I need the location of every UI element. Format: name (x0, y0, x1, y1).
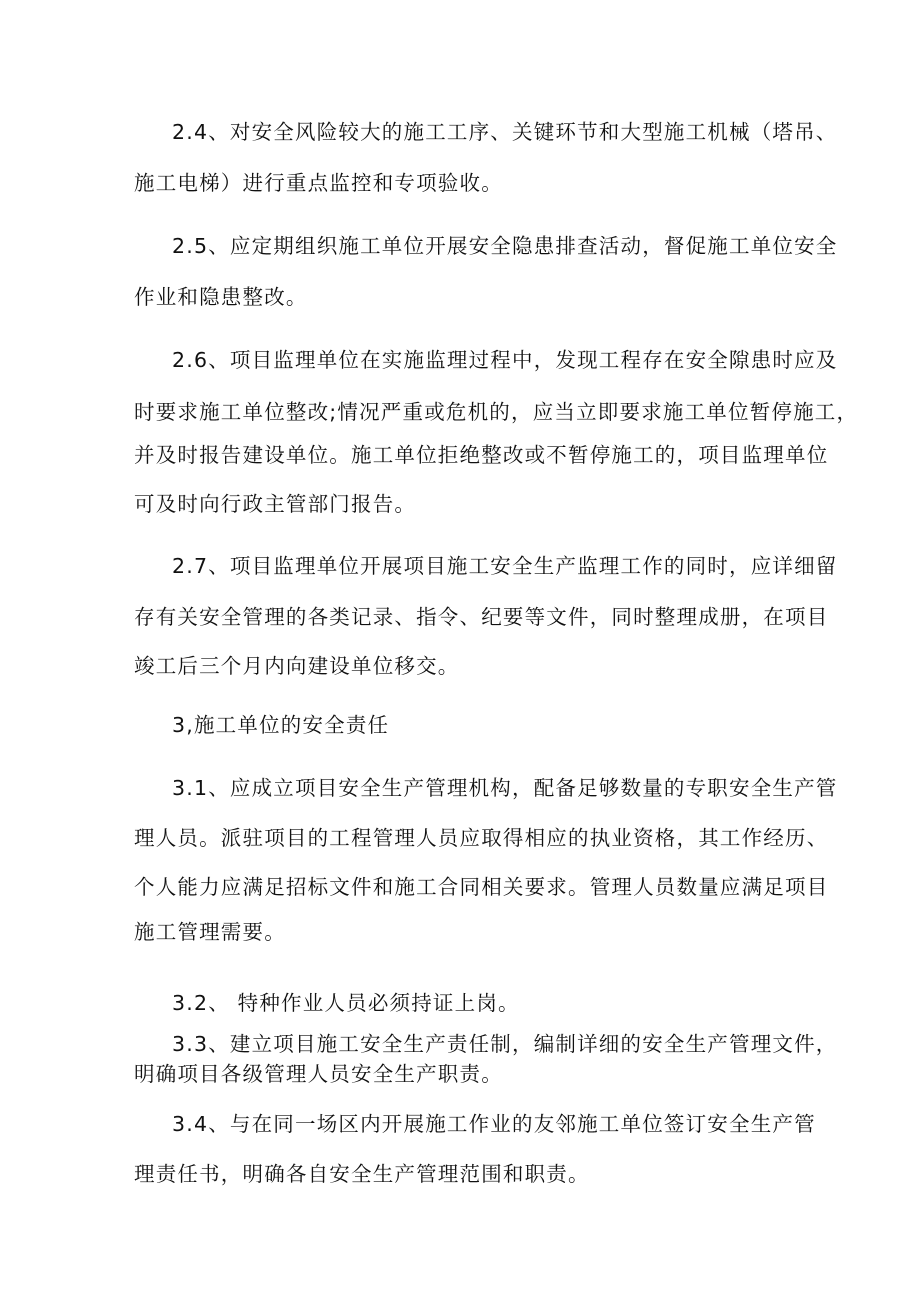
paragraph-2-6-line-4: 可及时向行政主管部门报告。 (134, 492, 417, 516)
paragraph-2-5-line-1: 2.5、应定期组织施工单位开展安全隐患排查活动，督促施工单位安全 (172, 234, 838, 258)
paragraph-3-1-line-4: 施工管理需要。 (134, 920, 286, 944)
paragraph-3-3-line-1: 3.3、建立项目施工安全生产责任制，编制详细的安全生产管理文件， (172, 1032, 838, 1056)
paragraph-2-7-line-1: 2.7、项目监理单位开展项目施工安全生产监理工作的同时，应详细留 (172, 554, 838, 578)
paragraph-2-5-line-2: 作业和隐患整改。 (134, 285, 308, 309)
paragraph-2-6-line-2: 时要求施工单位整改;情况严重或危机的，应当立即要求施工单位暂停施工， (134, 400, 859, 424)
paragraph-3-2: 3.2、 特种作业人员必须持证上岗。 (172, 991, 520, 1015)
paragraph-3-3-line-2: 明确项目各级管理人员安全生产职责。 (134, 1062, 503, 1086)
paragraph-2-7-line-2: 存有关安全管理的各类记录、指令、纪要等文件，同时整理成册，在项目 (134, 605, 829, 629)
paragraph-3-4-line-2: 理责任书，明确各自安全生产管理范围和职责。 (134, 1162, 590, 1186)
paragraph-2-7-line-3: 竣工后三个月内向建设单位移交。 (134, 654, 460, 678)
paragraph-3-1-line-2: 理人员。派驻项目的工程管理人员应取得相应的执业资格，其工作经历、 (134, 826, 829, 850)
paragraph-2-6-line-1: 2.6、项目监理单位在实施监理过程中，发现工程存在安全隙患时应及 (172, 348, 838, 372)
section-3-heading: 3,施工单位的安全责任 (172, 713, 390, 737)
paragraph-3-1-line-3: 个人能力应满足招标文件和施工合同相关要求。管理人员数量应满足项目 (134, 875, 829, 899)
paragraph-3-4-line-1: 3.4、与在同一场区内开展施工作业的友邻施工单位签订安全生产管 (172, 1112, 816, 1136)
paragraph-2-4-line-2: 施工电梯）进行重点监控和专项验收。 (134, 171, 503, 195)
paragraph-2-6-line-3: 并及时报告建设单位。施工单位拒绝整改或不暂停施工的，项目监理单位 (134, 443, 829, 467)
paragraph-2-4-line-1: 2.4、对安全风险较大的施工工序、关键环节和大型施工机械（塔吊、 (172, 120, 838, 144)
paragraph-3-1-line-1: 3.1、应成立项目安全生产管理机构，配备足够数量的专职安全生产管 (172, 776, 838, 800)
